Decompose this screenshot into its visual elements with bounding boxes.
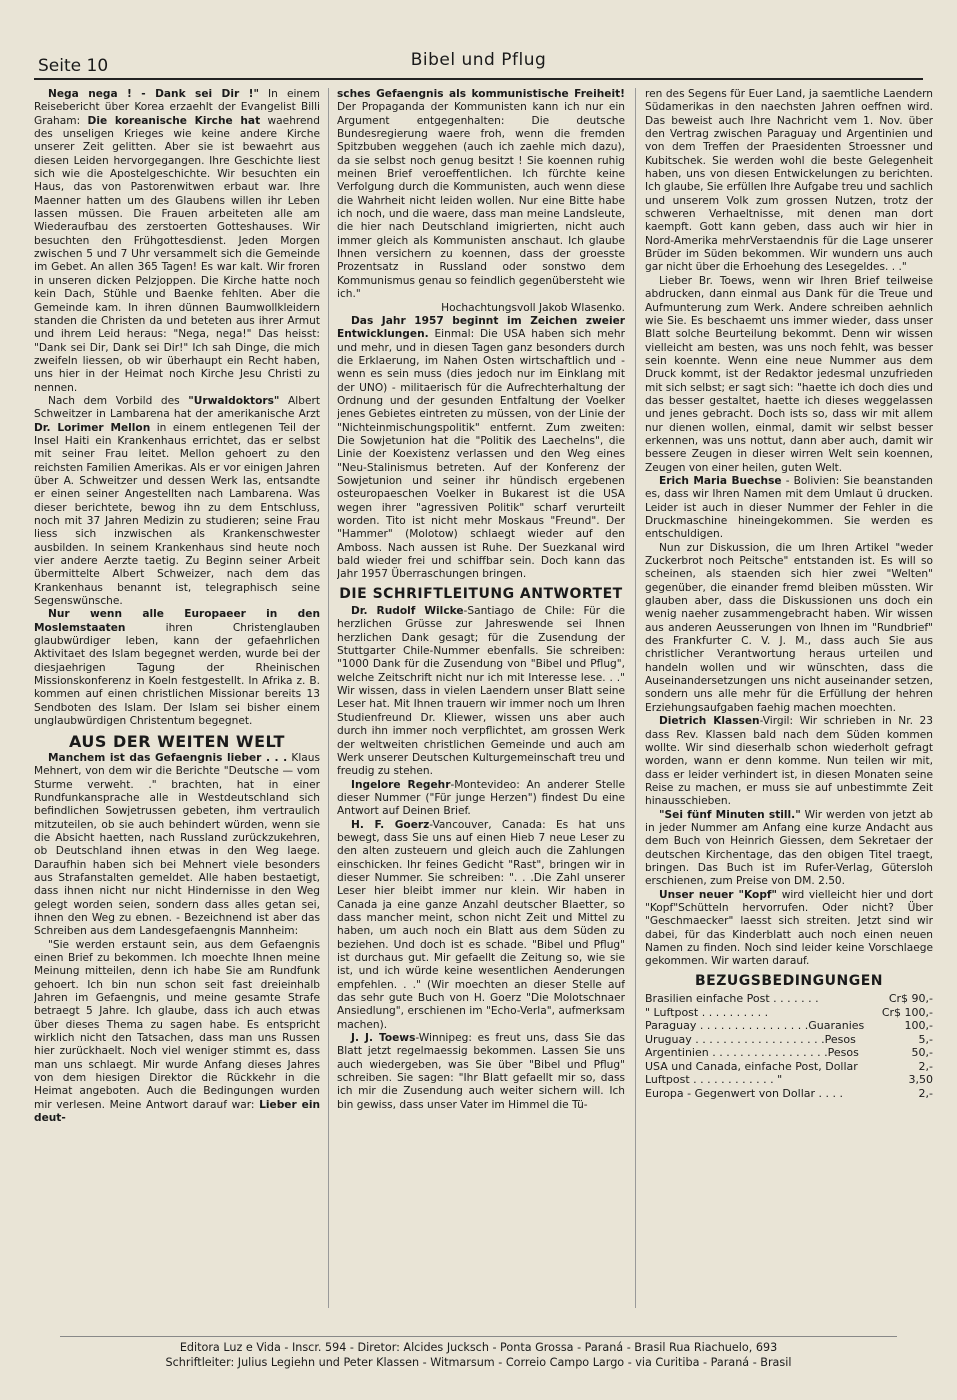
header-rule xyxy=(34,78,923,80)
article-text: waehrend des unseligen Krieges wie keine andere Kirche unserer Zeit gelitten. Aber sie ist bewaehrt aus diesen Leiden hervorgegangen. Ihre Geschichte liest sich wie die Apostelgeschichte. Wir besuchten ein Haus, das von Pastorenwitwen erbaut war. Ihre Maenner hatten um des Glaubens willen ihr Leben lassen müssen. Die Frauen arbeiteten alle am Wiederaufbau des zerstoerten Gotteshauses. Wir besuchten den Frühgottesdienst. Jeden Morgen zwischen 5 und 7 Uhr versammelt sich die Gemeinde im Gebet. An allen 365 Tagen! Es war kalt. Wir froren in unseren dicken Pelzjoppen. Die Kirche hatte noch kein Dach, Stühle und Baenke fehlten. Aber die Gemeinde kam. In ihren dünnen Baumwollkleidern standen die Christen da und beteten aus ihrer Armut und ihrem Leid heraus: "Nega, nega!" Das heisst: "Dank sei Dir, Dank sei Dir!" Ich sah Dinge, die mich zweifeln liessen, ob wir überhaupt ein Recht haben, uns hier in der Heimat noch Kirche Jesu Christi zu nennen. xyxy=(34,114,320,394)
article-emphasis: Dr. Lorimer Mellon xyxy=(34,421,151,434)
article-lead: Nur wenn alle Europaeer in den Moslemstaaten xyxy=(34,608,320,634)
article-text: "Sie werden erstaunt sein, aus dem Gefaengnis einen Brief zu bekommen. Ich moechte Ihnen meine Meinung mitteilen, denn ich habe Sie am Rundfunk gehoert. Ich bin nun schon seit fast dreieinhalb Jahren im Gefaengnis, und meine gesamte Strafe betraegt 5 Jahre. Ich glaube, dass ich auch etwas über dieses Thema zu sagen habe. Es entspricht wirklich nicht den Tatsachen, dass man uns Russen hier zurückhaelt. Noch viel weniger stimmt es, dass man uns schlaegt. Mir wurde Anfang dieses Jahres von dem hiesigen Direktor die Rückkehr in die Heimat angeboten. Auch die Bedingungen wurden mir verlesen. Meine Antwort darauf war: xyxy=(34,938,320,1111)
article-text: Einmal: Die USA haben sich mehr und mehr, und in diesen Tagen ganz besonders durch die Erklaerung, im Nahen Osten wirtschaftlich und - wenn es sein muss (dies jedoch nur im Einklang mit der UNO) - militaerisch für die Aufrechterhaltung der Ordnung und der gesunden Entfaltung der Voelker jenes Gebietes eintreten zu müssen, von der Linie der "Nichteinmischungspolitik" entfernt. Zum zweiten: Die Sowjetunion hat die "Politik des Laechelns", die Linie der Koexistenz verlassen und den Weg eines "Neu-Stalinismus betreten. Auf der Konferenz der Sowjetunion und seiner ihr hündisch ergebenen osteuropaeschen Voelker in Bukarest ist die USA wegen ihrer "agressiven Politik" scharf verurteilt worden. Tito ist nicht mehr Moskaus "Freund". Der "Hammer" (Molotow) schlaegt wieder auf den Amboss. Nach aussen ist Ruhe. Der Suezkanal wird bald wieder frei und schiffbar sein. Doch kann das Jahr 1957 Überraschungen bringen. xyxy=(337,328,625,581)
article-text: Der Propaganda der Kommunisten kann ich nur ein Argument entgegenhalten: Die deutsche Bundesregierung waere froh, wenn die fremden Spitzbuben weggehen (auch ich zaehle mich dazu), da sie selbst noch genug besitzt ! Sie koennen ruhig meinen Brief veroeffentlichen. Ich fürchte keine Verfolgung durch die Kommunisten, auch wenn diese die Wahrheit nicht leiden wollen. Nur eine Bitte habe ich noch, und die waere, dass man meine Landsleute, die hier nach Deutschland imigrierten, nicht auch immer gleich als Kommunisten anschaut. Ich glaube Ihnen versichern zu koennen, dass der groesste Prozentsatz in Russland oder sonstwo dem Kommunismus genau so feindlich gegenübersteht wie ich." xyxy=(337,101,625,301)
article-text: wird vielleicht hier und dort "Kopf"Schütteln hervorrufen. Oder nicht? Über "Geschmaecker" laesst sich streiten. Jetzt sind wir dabei, für das Kinderblatt auch noch einen neuen Namen zu finden. Noch sind leider keine Vorschlaege gekommen. Wir warten darauf. xyxy=(645,888,933,968)
price-row: Europa - Gegenwert von Dollar . . . . 2,- xyxy=(645,1086,933,1100)
article-lead: Das Jahr 1957 beginnt im Zeichen zweier Entwicklungen. xyxy=(337,314,625,341)
article-lead: Manchem ist das Gefaengnis lieber . . . xyxy=(48,751,288,764)
price-row: Brasilien einfache Post . . . . . . . Cr$ 90,- xyxy=(645,992,933,1006)
article-text: -Santiago de Chile: Für die herzlichen Grüsse zur Jahreswende sei Ihnen herzlichen Dank gesagt; für die Zusendung der Stuttgarter Chile-Nummer ebenfalls. Sie schreiben: "1000 Dank für die Zusendung von "Bibel und Pflug", welche Zeitschrift nicht nur ich mit Interesse lese. . ." Wir wissen, dass in vielen Laendern unser Blatt seine Leser hat. Mit Ihnen trauern wir immer noch um Ihren Studienfreund Dr. Kliewer, wissen uns aber auch durch ihn immer noch verpflichtet, am grossen Werk der weltweiten christlichen Gemeinde und auch am Werk unserer Deutschen Kulturgemeinschaft treu und freudig zu stehen. xyxy=(337,605,625,778)
article-text: Wir werden von jetzt ab in jeder Nummer am Anfang eine kurze Andacht aus dem Buch von Heinrich Giessen, dem Sekretaer der deutschen Kirchentage, das den obigen Titel traegt, bringen. Das Buch ist im Rufer-Verlag, Gütersloh erschienen, zum Preise von DM. 2.50. xyxy=(645,808,933,888)
price-row: Argentinien . . . . . . . . . . . . . . . . .Pesos 50,- xyxy=(645,1046,933,1060)
section-heading: AUS DER WEITEN WELT xyxy=(69,731,285,751)
reply-recipient: H. F. Goerz xyxy=(351,818,430,831)
imprint-line: Editora Luz e Vida - Inscr. 594 - Diretor: Alcides Jucksch - Ponta Grossa - Paraná - Brasil Rua Riachuelo, 693 xyxy=(179,1341,778,1354)
reply-regehr xyxy=(337,779,625,819)
notice-kopf xyxy=(645,889,933,969)
reply-buechse xyxy=(645,475,933,542)
reply-recipient: J. J. Toews xyxy=(351,1032,416,1045)
article-letter-continued xyxy=(337,88,625,302)
imprint-line: Schriftleiter: Julius Legiehn und Peter Klassen - Witmarsum - Correio Campo Largo - via Curitiba - Paraná - Brasil xyxy=(165,1356,792,1369)
article-emphasis: sches Gefaengnis als kommunistische Freiheit! xyxy=(337,88,625,100)
price-table xyxy=(645,992,933,1100)
article-emphasis: Lieber ein deut- xyxy=(34,1098,320,1125)
reply-toews-continued: ren des Segens für Euer Land, ja saemtliche Laendern Südamerikas in den naechsten Jahren oeffnen wird. Das beweist auch Ihre Nachricht vem 1. Nov. über den Vertrag zwischen Paraguay und Argentinien und von dem Treffen der Praesidenten Stroessner und Kubitschek. Sie werden wohl die beste Gelegenheit haben, uns von diesen Entwickelungen zu berichten. Ich glaube, Sie erfüllen Ihre Aufgabe treu und sachlich und unserem Volk zum grossen Nutzen, trotz der schweren Verhaeltnisse, mit denen man dort kaempft. Gott kann geben, dass auch wir hier in Nord-Amerika mehrVerstaendnis für die Lage unserer Brüder im Süden bekommen. Wir wundern uns auch gar nicht über die Erhoehung des Lesegeldes. . ." xyxy=(645,88,933,274)
column-2 xyxy=(337,88,625,1308)
price-row: Paraguay . . . . . . . . . . . . . . . .Guaranies 100,- xyxy=(645,1019,933,1033)
imprint-footer xyxy=(60,1336,897,1370)
section-heading: DIE SCHRIFTLEITUNG ANTWORTET xyxy=(339,585,623,602)
page-number: Seite 10 xyxy=(38,56,109,76)
column-1 xyxy=(34,88,320,1308)
price-row: Uruguay . . . . . . . . . . . . . . . . . . .Pesos 5,- xyxy=(645,1032,933,1046)
reply-klassen xyxy=(645,715,933,808)
article-text: -Montevideo: An anderer Stelle dieser Nummer ("Für junge Herzen") findest Du eine Antwort auf Deinen Brief. xyxy=(337,778,625,818)
article-korea xyxy=(34,88,320,395)
article-text: ihren Christenglauben glaubwürdiger leben, kann der gefaehrlichen Aktivitaet des Islam begegnet werden, wurde bei der diesjaehrigen Tagung der Rheinischen Missionskonferenz in Koeln festgestellt. In Afrika z. B. kommen auf einen christlichen Missionar bereits 13 Sendboten des Islam. Der Islam sei bisher einem unglaubwürdigen Christentum begegnet. xyxy=(34,621,320,728)
article-lead: Nega nega ! - Dank sei Dir !" xyxy=(48,88,259,100)
article-lead: "Sei fünf Minuten still." xyxy=(659,808,801,821)
article-letter xyxy=(34,939,320,1126)
article-text: Klaus Mehnert, von dem wir die Berichte "Deutsche — vom Sturme verweht. ." brachten, hat in einer Rundfunkansprache alle in Westdeutschland sich befindlichen Sowjetrussen gebeten, ihm vertraulich mitzuteilen, ob sie auch behindert würden, wenn sie die Absicht haetten, nach Russland zurückzukehren, ob Deutschland ihnen etwas in den Weg laege. Daraufhin haben sich bei Mehnert viele besonders aus Strafanstalten gemeldet. Alle haben bestaetigt, dass ihnen nicht nur nicht Hindernisse in den Weg gelegt worden seien, sondern dass alles getan sei, ihnen den Weg zu ebnen. - Bezeichnend ist aber das Schreiben aus dem Landesgefaengnis Mannheim: xyxy=(34,751,320,938)
column-3 xyxy=(645,88,933,1308)
reply-recipient: Erich Maria Buechse xyxy=(659,474,782,487)
reply-toews-answer: Lieber Br. Toews, wenn wir Ihren Brief teilweise abdrucken, dann einmal aus Dank für die Treue und Aufmunterung zum Werk. Andere schreiben aehnlich wie Sie. Es beschaemt uns immer wieder, dass unser Blatt solche Beurteilung bekommt. Denn wir wissen vielleicht am besten, was uns noch fehlt, was besser sein koennte. Wenn eine neue Nummer aus dem Druck kommt, ist der Redaktor jedesmal unzufrieden mit sich selbst; er sagt sich: "haette ich doch dies und das besser gestaltet, haette ich dieses weggelassen und jenes gebracht. Doch ists so, dass wir mit allem nur dienen wollen, einmal, damit wir selbst besser erkennen, was uns nottut, dann aber auch, damit wir bessere Zeugen in dieser wirren Welt sein koennen, Zeugen von einer heilen, guten Welt. xyxy=(645,274,933,474)
reply-recipient: Dr. Rudolf Wilcke xyxy=(351,605,464,618)
article-gefaengnis xyxy=(34,752,320,939)
column-divider xyxy=(328,88,329,1308)
reply-wilcke xyxy=(337,605,625,778)
article-text: -Winnipeg: es freut uns, dass Sie das Blatt jetzt regelmaessig bekommen. Lassen Sie uns auch wiedergeben, was Sie über "Bibel und Pflug" schreiben. Sie sagen: "Ihr Blatt gefaellt mir so, dass ich mir die Zusendung auch weiter sichern will. Ich bin gewiss, dass unser Vater im Himmel die Tü- xyxy=(337,1032,625,1111)
letter-signature: Hochachtungsvoll Jakob Wlasenko. xyxy=(441,301,625,314)
reply-discussion: Nun zur Diskussion, die um Ihren Artikel "weder Zuckerbrot noch Peitsche" entstanden ist. Es will so scheinen, als staenden sich hier zwei "Welten" gegenüber, die einander fremd bleiben müssten. Wir glauben aber, dass die Diskussionen uns doch ein wenig naeher zusammengebracht haben. Wir wissen aus anderen Aeusserungen von Ihnen im "Rundbrief" des Frankfurter C. V. J. M., dass auch Sie aus christlicher Verantwortung heraus urteilen und handeln wollen und wir wünschten, dass die Auseinandersetzungen uns nicht auseinander setzen, sondern uns alle mehr für die Erfüllung der hehren Erziehungsaufgaben faehig machen moechten. xyxy=(645,541,933,714)
price-row: USA und Canada, einfache Post, Dollar 2,- xyxy=(645,1059,933,1073)
article-text: Albert Schweitzer in Lambarena hat der amerikanische Arzt xyxy=(34,394,320,421)
reply-toews xyxy=(337,1032,625,1112)
article-text: Nach dem Vorbild des xyxy=(48,394,189,407)
notice-andacht xyxy=(645,809,933,889)
article-islam xyxy=(34,608,320,728)
article-text: -Virgil: Wir schrieben in Nr. 23 dass Rev. Klassen bald nach dem Süden kommen wollte. Wir sind dieserhalb schon wiederholt gefragt worden, wann er denn komme. Nun teilen wir mit, dass er leider verhindert ist, in diesen Monaten seine Reise zu machen, er muss sie auf unbestimmte Zeit hinausschieben. xyxy=(645,715,933,808)
price-row: " Luftpost . . . . . . . . . . Cr$ 100,- xyxy=(645,1005,933,1019)
column-divider xyxy=(635,88,636,1308)
price-row: Luftpost . . . . . . . . . . . . " 3,50 xyxy=(645,1073,933,1087)
reply-goerz xyxy=(337,819,625,1033)
article-emphasis: "Urwaldoktors" xyxy=(188,394,280,407)
article-text: - Bolivien: Sie beanstanden es, dass wir Ihren Namen mit dem Umlaut ü drucken. Leider ist auch in dieser Nummer der Fehler in die Druckmaschine hineingekommen. Sie werden es entschuldigen. xyxy=(645,474,933,541)
publication-title: Bibel und Pflug xyxy=(410,50,547,70)
article-text: -Vancouver, Canada: Es hat uns bewegt, dass Sie uns auf einen Hieb 7 neue Leser zu den alten zusteuern und gleich auch die Zahlungen einschicken. Ihr feines Gedicht "Rast", bringen wir in dieser Nummer. Sie schreiben: ". . .Die Zahl unserer Leser hier bleibt immer nur klein. Wir haben in Canada ja eine ganze Anzahl deutscher Blaetter, so dass mancher meint, schon nicht Zeit und Mittel zu haben, um auch noch ein Blatt aus dem Süden zu beziehen. Und doch ist es schade. "Bibel und Pflug" ist durchaus gut. Mir gefaellt die Zeitung so, wie sie ist, und ich würde keine wesentlichen Aenderungen empfehlen. . ." (Wir moechten an dieser Stelle auf das sehr gute Buch von H. Goerz "Die Molotschnaer Ansiedlung", erschienen im "Echo-Verla", aufmerksam machen). xyxy=(337,818,625,1031)
article-emphasis: Die koreanische Kirche hat xyxy=(87,114,261,127)
article-lead: Unser neuer "Kopf" xyxy=(659,888,778,901)
article-text: In einem Reisebericht über Korea erzaehlt der Evangelist Billi Graham: xyxy=(34,88,320,127)
reply-recipient: Ingelore Regehr xyxy=(351,778,451,791)
section-heading: BEZUGSBEDINGUNGEN xyxy=(695,972,883,989)
reply-recipient: Dietrich Klassen xyxy=(659,715,760,728)
article-mellon xyxy=(34,395,320,609)
page-header xyxy=(34,50,923,80)
article-1957 xyxy=(337,315,625,582)
article-text: in einem entlegenen Teil der Insel Haiti ein Krankenhaus errichtet, das er selbst mit seiner Frau leitet. Mellon gehoert zu den reichsten Familien Amerikas. Als er vor einigen Jahren über A. Schweitzer und dessen Werk las, entsandte er einen seiner Angestellten nach Lambarena. Was dieser berichtete, bewog ihn zu dem Entschluss, noch mit 37 Jahren Medizin zu studieren; seine Frau liess sich inzwischen als Krankenschwester ausbilden. In seinem Krankenhaus sind heute noch vier andere Aerzte taetig. Zu Beginn seiner Arbeit übermittelte Albert Schweizer, nach dem das Krankenhaus benannt ist, telegraphisch seine Segenswünsche. xyxy=(34,421,320,608)
